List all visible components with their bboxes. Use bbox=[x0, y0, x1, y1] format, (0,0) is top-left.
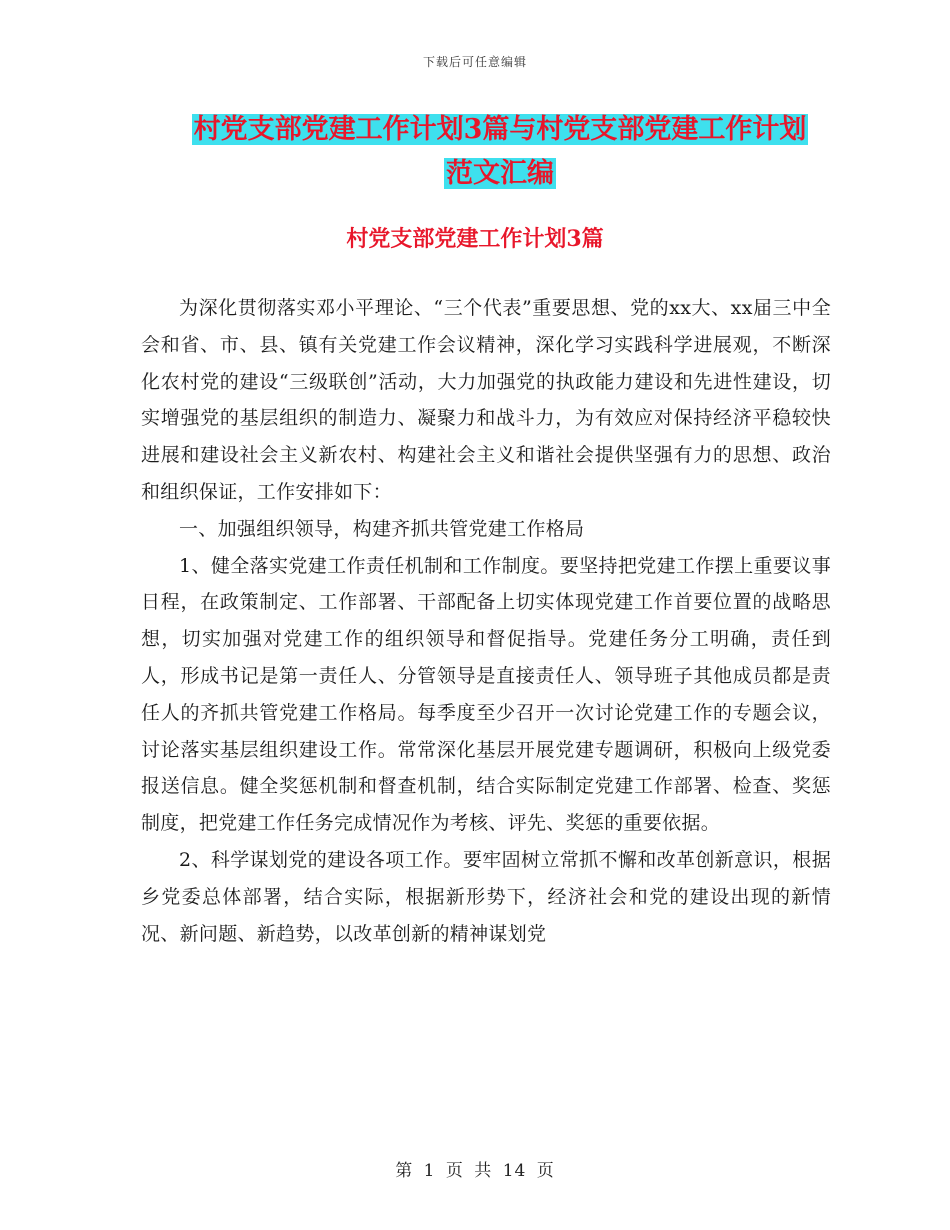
paragraph-intro: 为深化贯彻落实邓小平理论、“三个代表”重要思想、党的xx大、xx届三中全会和省、市、县、镇有关党建工作会议精神，深化学习实践科学进展观，不断深化农村党的建设“三级联创”活动，大力加强党的执政能力建设和先进性建设，切实增强党的基层组织的制造力、凝聚力和战斗力，为有效应对保持经济平稳较快进展和建设社会主义新农村、构建社会主义和谐社会提供坚强有力的思想、政治和组织保证，工作安排如下： bbox=[141, 297, 831, 503]
document-title-line2: 范文汇编 bbox=[446, 158, 554, 189]
section-title: 村党支部党建工作计划3篇 bbox=[346, 226, 604, 252]
paragraph-heading-1: 一、加强组织领导，构建齐抓共管党建工作格局 bbox=[179, 517, 585, 540]
paragraph-item-1: 1、健全落实党建工作责任机制和工作制度。要坚持把党建工作摆上重要议事日程，在政策制定、工作部署、干部配备上切实体现党建工作首要位置的战略思想，切实加强对党建工作的组织领导和督促指导。党建任务分工明确，责任到人，形成书记是第一责任人、分管领导是直接责任人、领导班子其他成员都是责任人的齐抓共管党建工作格局。每季度至少召开一次讨论党建工作的专题会议，讨论落实基层组织建设工作。常常深化基层开展党建专题调研，积极向上级党委报送信息。健全奖惩机制和督查机制，结合实际制定党建工作部署、检查、奖惩制度，把党建工作任务完成情况作为考核、评先、奖惩的重要依据。 bbox=[141, 554, 831, 835]
document-body bbox=[141, 290, 831, 952]
paragraph-item-2: 2、科学谋划党的建设各项工作。要牢固树立常抓不懈和改革创新意识，根据乡党委总体部署，结合实际，根据新形势下，经济社会和党的建设出现的新情况、新问题、新趋势，以改革创新的精神谋划党 bbox=[141, 848, 831, 945]
document-title bbox=[140, 108, 860, 196]
document-title-line1: 村党支部党建工作计划3篇与村党支部党建工作计划 bbox=[193, 114, 807, 145]
page-number-footer: 第 1 页 共 14 页 bbox=[395, 1161, 555, 1181]
header-note: 下载后可任意编辑 bbox=[422, 55, 527, 69]
